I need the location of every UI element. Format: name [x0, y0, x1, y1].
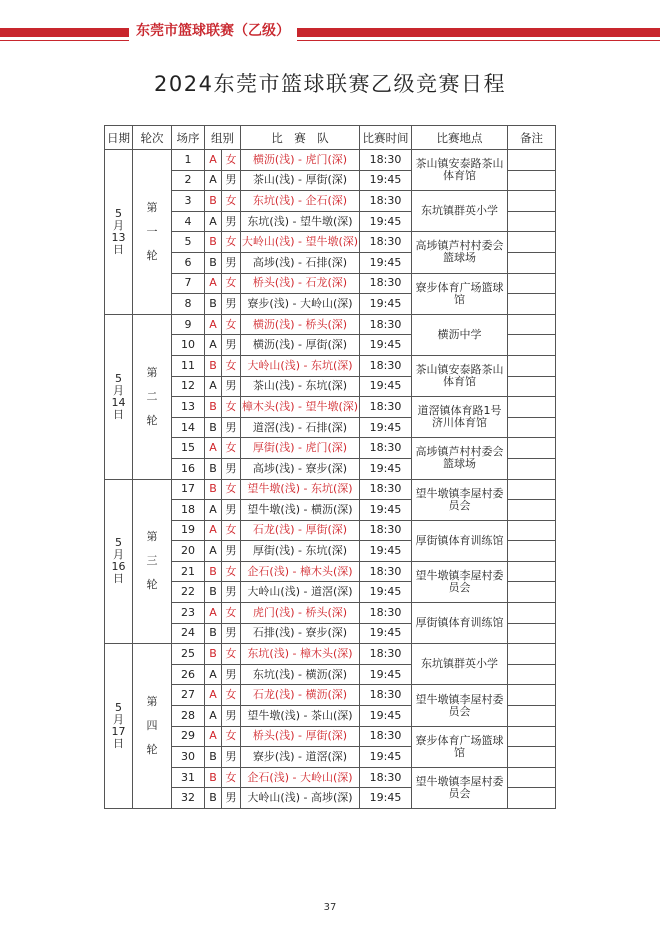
notes-cell [508, 706, 556, 727]
group-cell: B [205, 582, 222, 603]
match-no-cell: 8 [172, 294, 205, 315]
venue-cell: 望牛墩镇李屋村委员会 [412, 767, 508, 808]
notes-cell [508, 747, 556, 768]
table-row [105, 767, 556, 788]
teams-cell: 横沥(浅) - 虎门(深) [241, 150, 360, 171]
time-cell: 19:45 [360, 170, 412, 191]
notes-cell [508, 479, 556, 500]
notes-cell [508, 417, 556, 438]
match-no-cell: 18 [172, 500, 205, 521]
match-no-cell: 2 [172, 170, 205, 191]
date-cell: 5 月 14 日 [105, 314, 133, 479]
match-no-cell: 16 [172, 458, 205, 479]
teams-cell: 道滘(浅) - 石排(深) [241, 417, 360, 438]
header-time: 比赛时间 [360, 126, 412, 150]
header-notes: 备注 [508, 126, 556, 150]
group-cell: A [205, 211, 222, 232]
notes-cell [508, 685, 556, 706]
gender-cell: 男 [222, 335, 241, 356]
time-cell: 19:45 [360, 335, 412, 356]
time-cell: 19:45 [360, 582, 412, 603]
match-no-cell: 28 [172, 706, 205, 727]
teams-cell: 厚街(浅) - 东坑(深) [241, 541, 360, 562]
notes-cell [508, 458, 556, 479]
gender-cell: 男 [222, 170, 241, 191]
gender-cell: 男 [222, 664, 241, 685]
group-cell: B [205, 417, 222, 438]
match-no-cell: 30 [172, 747, 205, 768]
match-no-cell: 14 [172, 417, 205, 438]
gender-cell: 女 [222, 479, 241, 500]
header-round: 轮次 [133, 126, 172, 150]
match-no-cell: 13 [172, 397, 205, 418]
time-cell: 18:30 [360, 767, 412, 788]
teams-cell: 大岭山(浅) - 高埗(深) [241, 788, 360, 809]
group-cell: A [205, 685, 222, 706]
notes-cell [508, 664, 556, 685]
gender-cell: 男 [222, 417, 241, 438]
page-title: 2024东莞市篮球联赛乙级竞赛日程 [154, 72, 506, 96]
notes-cell [508, 397, 556, 418]
header-red-line [0, 40, 660, 41]
table-row [105, 191, 556, 212]
round-cell: 第 三 轮 [133, 479, 172, 644]
round-cell: 第 四 轮 [133, 644, 172, 809]
date-cell: 5 月 13 日 [105, 150, 133, 315]
time-cell: 18:30 [360, 438, 412, 459]
gender-cell: 男 [222, 294, 241, 315]
notes-cell [508, 438, 556, 459]
teams-cell: 寮步(浅) - 大岭山(深) [241, 294, 360, 315]
table-row [105, 520, 556, 541]
time-cell: 18:30 [360, 561, 412, 582]
group-cell: A [205, 314, 222, 335]
time-cell: 19:45 [360, 252, 412, 273]
match-no-cell: 6 [172, 252, 205, 273]
time-cell: 18:30 [360, 191, 412, 212]
time-cell: 19:45 [360, 664, 412, 685]
match-no-cell: 11 [172, 355, 205, 376]
group-cell: A [205, 603, 222, 624]
gender-cell: 男 [222, 788, 241, 809]
group-cell: A [205, 726, 222, 747]
gender-cell: 女 [222, 603, 241, 624]
gender-cell: 男 [222, 582, 241, 603]
table-row [105, 685, 556, 706]
table-row [105, 438, 556, 459]
match-no-cell: 1 [172, 150, 205, 171]
venue-cell: 厚街镇体育训练馆 [412, 603, 508, 644]
notes-cell [508, 561, 556, 582]
match-no-cell: 29 [172, 726, 205, 747]
time-cell: 19:45 [360, 376, 412, 397]
time-cell: 19:45 [360, 788, 412, 809]
teams-cell: 望牛墩(浅) - 横沥(深) [241, 500, 360, 521]
gender-cell: 女 [222, 191, 241, 212]
teams-cell: 樟木头(浅) - 望牛墩(深) [241, 397, 360, 418]
group-cell: B [205, 479, 222, 500]
table-row [105, 726, 556, 747]
time-cell: 18:30 [360, 685, 412, 706]
table-row [105, 273, 556, 294]
notes-cell [508, 294, 556, 315]
match-no-cell: 17 [172, 479, 205, 500]
venue-cell: 望牛墩镇李屋村委员会 [412, 561, 508, 602]
header-venue: 比赛地点 [412, 126, 508, 150]
group-cell: A [205, 520, 222, 541]
time-cell: 19:45 [360, 500, 412, 521]
gender-cell: 女 [222, 561, 241, 582]
header-label: 东莞市篮球联赛（乙级） [129, 20, 297, 42]
time-cell: 18:30 [360, 520, 412, 541]
teams-cell: 茶山(浅) - 厚街(深) [241, 170, 360, 191]
group-cell: A [205, 150, 222, 171]
teams-cell: 东坑(浅) - 横沥(深) [241, 664, 360, 685]
time-cell: 18:30 [360, 397, 412, 418]
table-row [105, 644, 556, 665]
match-no-cell: 15 [172, 438, 205, 459]
match-no-cell: 22 [172, 582, 205, 603]
teams-cell: 横沥(浅) - 桥头(深) [241, 314, 360, 335]
notes-cell [508, 273, 556, 294]
schedule-body [105, 150, 556, 809]
match-no-cell: 19 [172, 520, 205, 541]
time-cell: 19:45 [360, 211, 412, 232]
time-cell: 19:45 [360, 747, 412, 768]
group-cell: A [205, 706, 222, 727]
gender-cell: 女 [222, 767, 241, 788]
match-no-cell: 21 [172, 561, 205, 582]
venue-cell: 横沥中学 [412, 314, 508, 355]
teams-cell: 东坑(浅) - 樟木头(深) [241, 644, 360, 665]
group-cell: B [205, 397, 222, 418]
teams-cell: 望牛墩(浅) - 东坑(深) [241, 479, 360, 500]
group-cell: B [205, 644, 222, 665]
group-cell: A [205, 541, 222, 562]
header-group: 组别 [205, 126, 241, 150]
table-row [105, 397, 556, 418]
match-no-cell: 12 [172, 376, 205, 397]
venue-cell: 高埗镇芦村村委会篮球场 [412, 232, 508, 273]
round-cell: 第 二 轮 [133, 314, 172, 479]
venue-cell: 茶山镇安泰路茶山体育馆 [412, 355, 508, 396]
match-no-cell: 31 [172, 767, 205, 788]
group-cell: B [205, 232, 222, 253]
notes-cell [508, 582, 556, 603]
notes-cell [508, 788, 556, 809]
header-red-bar [0, 28, 660, 37]
gender-cell: 女 [222, 520, 241, 541]
group-cell: A [205, 335, 222, 356]
teams-cell: 东坑(浅) - 企石(深) [241, 191, 360, 212]
teams-cell: 大岭山(浅) - 望牛墩(深) [241, 232, 360, 253]
teams-cell: 高埗(浅) - 石排(深) [241, 252, 360, 273]
match-no-cell: 5 [172, 232, 205, 253]
group-cell: B [205, 767, 222, 788]
group-cell: A [205, 664, 222, 685]
venue-cell: 高埗镇芦村村委会篮球场 [412, 438, 508, 479]
match-no-cell: 25 [172, 644, 205, 665]
time-cell: 19:45 [360, 706, 412, 727]
venue-cell: 寮步体育广场篮球馆 [412, 726, 508, 767]
teams-cell: 大岭山(浅) - 道滘(深) [241, 582, 360, 603]
notes-cell [508, 726, 556, 747]
group-cell: B [205, 788, 222, 809]
notes-cell [508, 644, 556, 665]
group-cell: B [205, 561, 222, 582]
time-cell: 19:45 [360, 458, 412, 479]
match-no-cell: 23 [172, 603, 205, 624]
notes-cell [508, 355, 556, 376]
time-cell: 19:45 [360, 294, 412, 315]
teams-cell: 大岭山(浅) - 东坑(深) [241, 355, 360, 376]
table-row [105, 355, 556, 376]
gender-cell: 女 [222, 397, 241, 418]
gender-cell: 男 [222, 706, 241, 727]
match-no-cell: 10 [172, 335, 205, 356]
notes-cell [508, 314, 556, 335]
notes-cell [508, 520, 556, 541]
gender-cell: 女 [222, 726, 241, 747]
gender-cell: 男 [222, 623, 241, 644]
match-no-cell: 24 [172, 623, 205, 644]
notes-cell [508, 211, 556, 232]
notes-cell [508, 232, 556, 253]
gender-cell: 女 [222, 314, 241, 335]
date-cell: 5 月 17 日 [105, 644, 133, 809]
match-no-cell: 4 [172, 211, 205, 232]
time-cell: 18:30 [360, 150, 412, 171]
header-teams: 比 赛 队 [241, 126, 360, 150]
notes-cell [508, 335, 556, 356]
table-row [105, 603, 556, 624]
notes-cell [508, 150, 556, 171]
teams-cell: 寮步(浅) - 道滘(深) [241, 747, 360, 768]
venue-cell: 厚街镇体育训练馆 [412, 520, 508, 561]
group-cell: B [205, 747, 222, 768]
gender-cell: 女 [222, 685, 241, 706]
venue-cell: 望牛墩镇李屋村委员会 [412, 479, 508, 520]
time-cell: 18:30 [360, 232, 412, 253]
schedule-table [104, 125, 556, 809]
teams-cell: 望牛墩(浅) - 茶山(深) [241, 706, 360, 727]
group-cell: A [205, 438, 222, 459]
teams-cell: 东坑(浅) - 望牛墩(深) [241, 211, 360, 232]
group-cell: B [205, 252, 222, 273]
notes-cell [508, 541, 556, 562]
notes-cell [508, 603, 556, 624]
table-row [105, 150, 556, 171]
notes-cell [508, 500, 556, 521]
teams-cell: 石龙(浅) - 横沥(深) [241, 685, 360, 706]
venue-cell: 茶山镇安泰路茶山体育馆 [412, 150, 508, 191]
gender-cell: 女 [222, 273, 241, 294]
header-match-no: 场序 [172, 126, 205, 150]
notes-cell [508, 623, 556, 644]
venue-cell: 望牛墩镇李屋村委员会 [412, 685, 508, 726]
time-cell: 19:45 [360, 541, 412, 562]
teams-cell: 企石(浅) - 大岭山(深) [241, 767, 360, 788]
gender-cell: 男 [222, 211, 241, 232]
notes-cell [508, 252, 556, 273]
notes-cell [508, 767, 556, 788]
gender-cell: 男 [222, 376, 241, 397]
time-cell: 19:45 [360, 623, 412, 644]
match-no-cell: 3 [172, 191, 205, 212]
group-cell: A [205, 376, 222, 397]
header-date: 日期 [105, 126, 133, 150]
group-cell: B [205, 458, 222, 479]
round-cell: 第 一 轮 [133, 150, 172, 315]
time-cell: 18:30 [360, 479, 412, 500]
match-no-cell: 27 [172, 685, 205, 706]
group-cell: B [205, 294, 222, 315]
teams-cell: 高埗(浅) - 寮步(深) [241, 458, 360, 479]
teams-cell: 石龙(浅) - 厚街(深) [241, 520, 360, 541]
gender-cell: 男 [222, 458, 241, 479]
page-number: 37 [323, 902, 337, 913]
gender-cell: 男 [222, 500, 241, 521]
group-cell: A [205, 500, 222, 521]
group-cell: B [205, 355, 222, 376]
time-cell: 18:30 [360, 314, 412, 335]
notes-cell [508, 191, 556, 212]
gender-cell: 女 [222, 644, 241, 665]
match-no-cell: 26 [172, 664, 205, 685]
teams-cell: 桥头(浅) - 厚街(深) [241, 726, 360, 747]
gender-cell: 男 [222, 252, 241, 273]
teams-cell: 桥头(浅) - 石龙(深) [241, 273, 360, 294]
match-no-cell: 32 [172, 788, 205, 809]
venue-cell: 东坑镇群英小学 [412, 191, 508, 232]
teams-cell: 石排(浅) - 寮步(深) [241, 623, 360, 644]
table-row [105, 314, 556, 335]
time-cell: 18:30 [360, 726, 412, 747]
match-no-cell: 9 [172, 314, 205, 335]
gender-cell: 女 [222, 438, 241, 459]
match-no-cell: 20 [172, 541, 205, 562]
teams-cell: 企石(浅) - 樟木头(深) [241, 561, 360, 582]
venue-cell: 东坑镇群英小学 [412, 644, 508, 685]
table-row [105, 479, 556, 500]
time-cell: 19:45 [360, 417, 412, 438]
date-cell: 5 月 16 日 [105, 479, 133, 644]
time-cell: 18:30 [360, 355, 412, 376]
group-cell: A [205, 170, 222, 191]
table-row [105, 232, 556, 253]
time-cell: 18:30 [360, 603, 412, 624]
venue-cell: 寮步体育广场篮球馆 [412, 273, 508, 314]
gender-cell: 男 [222, 747, 241, 768]
notes-cell [508, 170, 556, 191]
notes-cell [508, 376, 556, 397]
gender-cell: 女 [222, 355, 241, 376]
gender-cell: 男 [222, 541, 241, 562]
time-cell: 18:30 [360, 644, 412, 665]
group-cell: B [205, 623, 222, 644]
group-cell: A [205, 273, 222, 294]
time-cell: 18:30 [360, 273, 412, 294]
gender-cell: 女 [222, 232, 241, 253]
venue-cell: 道滘镇体育路1号济川体育馆 [412, 397, 508, 438]
teams-cell: 厚街(浅) - 虎门(深) [241, 438, 360, 459]
table-header-row [105, 126, 556, 150]
table-row [105, 561, 556, 582]
teams-cell: 茶山(浅) - 东坑(深) [241, 376, 360, 397]
gender-cell: 女 [222, 150, 241, 171]
teams-cell: 虎门(浅) - 桥头(深) [241, 603, 360, 624]
teams-cell: 横沥(浅) - 厚街(深) [241, 335, 360, 356]
group-cell: B [205, 191, 222, 212]
match-no-cell: 7 [172, 273, 205, 294]
